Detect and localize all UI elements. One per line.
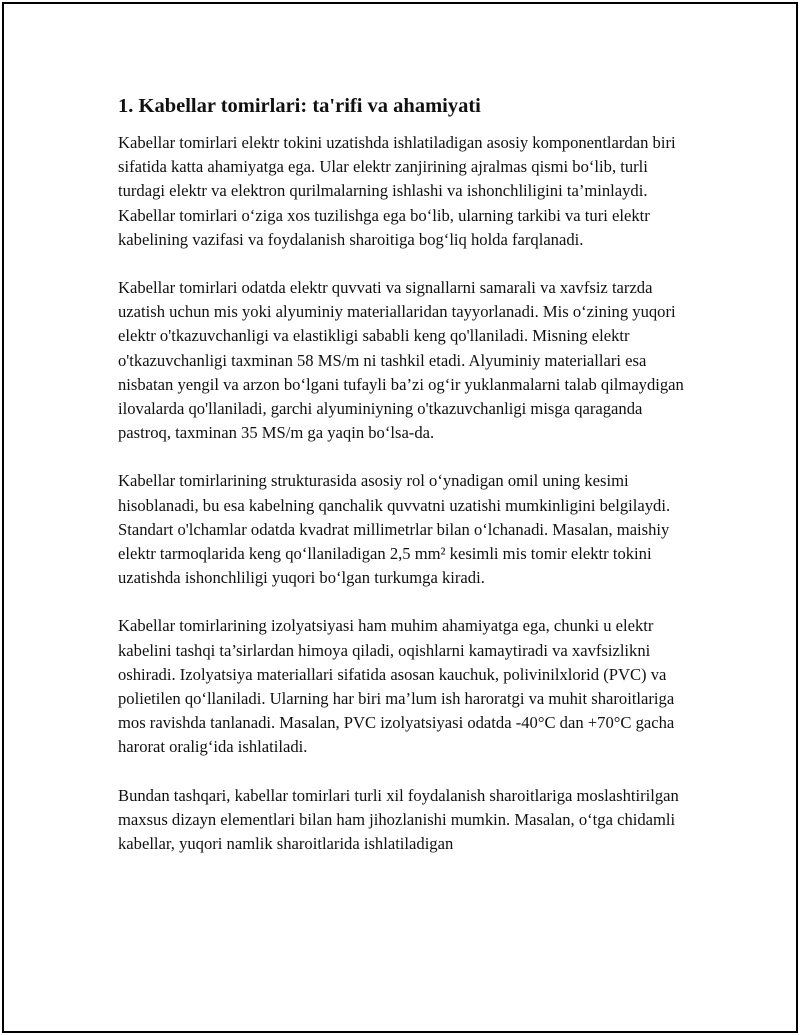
paragraph-3: Kabellar tomirlarining strukturasida asosiy rol o‘ynadigan omil uning kesimi hisoblanadi, bu esa kabelning qanchalik quvvatni uzatishi mumkinligini belgilaydi. Standart o'lchamlar odatda kvadrat millimetrlar bilan o‘lchanadi. Masalan, maishiy elektr tarmoqlarida keng qo‘llaniladigan 2,5 mm² kesimli mis tomir elektr tokini uzatishda ishonchliligi yuqori bo‘lgan turkumga kiradi. (118, 471, 671, 588)
paragraph-1: Kabellar tomirlari elektr tokini uzatishda ishlatiladigan asosiy komponentlardan biri sifatida katta ahamiyatga ega. Ular elektr zanjirining ajralmas qismi bo‘lib, turli turdagi elektr va elektron qurilmalarning ishlashi va ishonchliligini ta’minlaydi. Kabellar tomirlari o‘ziga xos tuzilishga ega bo‘lib, ularning tarkibi va turi elektr kabelining vazifasi va foydalanish sharoitiga bog‘liq holda farqlanadi. (118, 133, 676, 249)
paragraph-5: Bundan tashqari, kabellar tomirlari turli xil foydalanish sharoitlariga moslashtirilgan maxsus dizayn elementlari bilan ham jihozlanishi mumkin. Masalan, o‘tga chidamli kabellar, yuqori namlik sharoitlarida ishlatiladigan (118, 785, 679, 854)
document-body (118, 93, 698, 880)
paragraph-2: Kabellar tomirlari odatda elektr quvvati va signallarni samarali va xavfsiz tarzda uzatish uchun mis yoki alyuminiy materiallaridan tayyorlanadi. Mis o‘zining yuqori elektr o'tkazuvchanligi va elastikligi sababli keng qo'llaniladi. Misning elektr o'tkazuvchanligi taxminan 58 MS/m ni tashkil etadi. Alyuminiy materiallari esa nisbatan yengil va arzon bo‘lgani tufayli ba’zi og‘ir yuklanmalarni talab qilmaydigan ilovalarda qo'llaniladi, garchi alyuminiyning o'tkazuvchanligi misga qaraganda pastroq, taxminan 35 MS/m ga yaqin bo‘lsa-da. (118, 278, 684, 443)
paragraph-4: Kabellar tomirlarining izolyatsiyasi ham muhim ahamiyatga ega, chunki u elektr kabelini tashqi ta’sirlardan himoya qiladi, oqishlarni kamaytiradi va xavfsizlikni oshiradi. Izolyatsiya materiallari sifatida asosan kauchuk, polivinilxlorid (PVC) va polietilen qo‘llaniladi. Ularning har biri ma’lum ish haroratgi va muhit sharoitlariga mos ravishda tanlanadi. Masalan, PVC izolyatsiyasi odatda -40°C dan +70°C gacha harorat oralig‘ida ishlatiladi. (118, 616, 675, 757)
section-heading: 1. Kabellar tomirlari: ta'rifi va ahamiyati (118, 95, 481, 117)
